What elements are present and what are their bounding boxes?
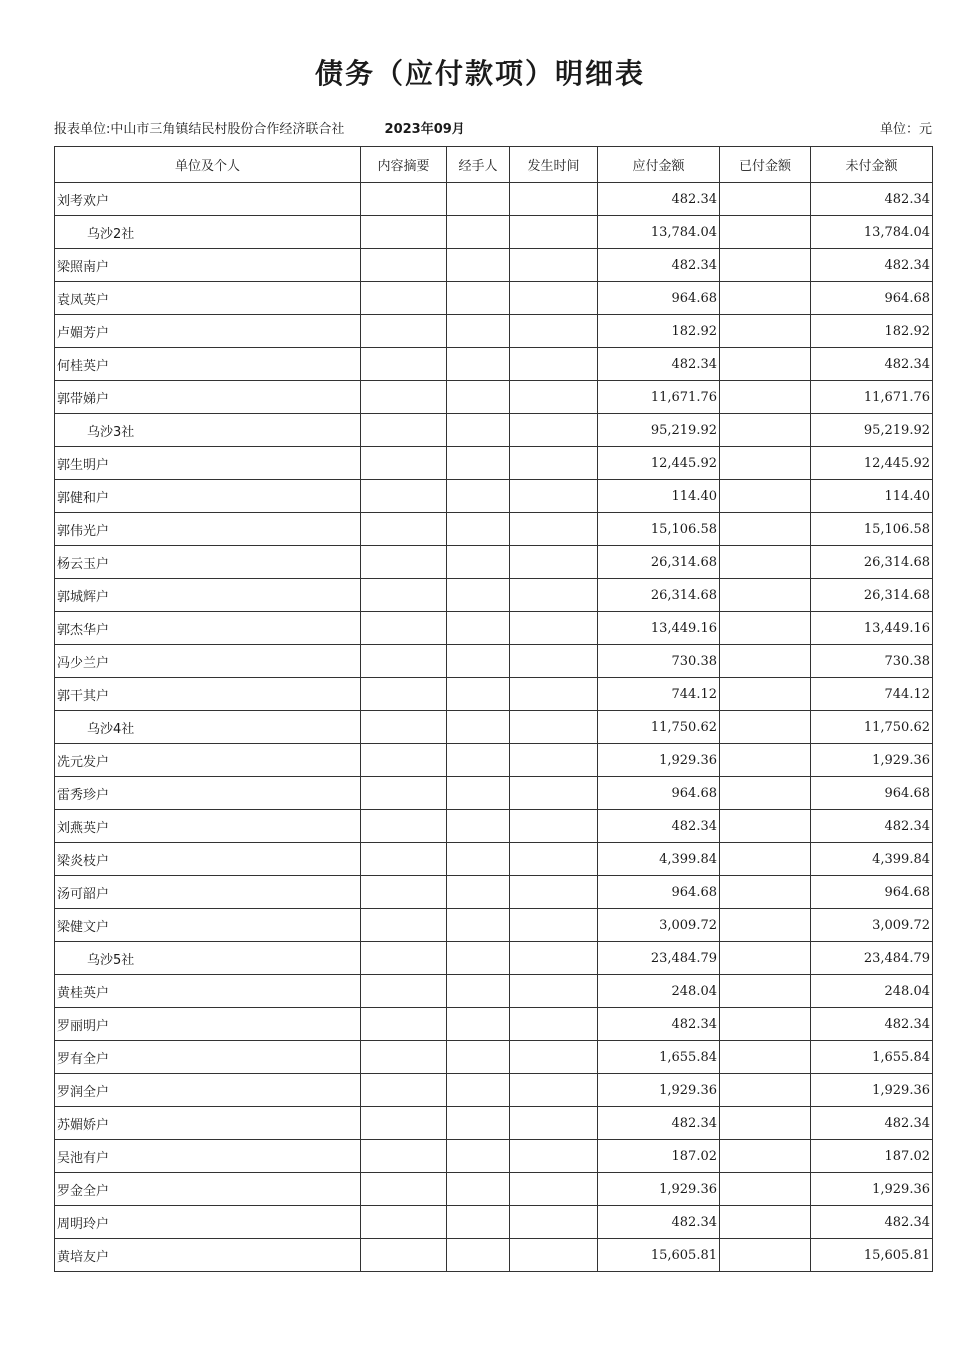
cell-summary [361, 1107, 447, 1140]
cell-amount-unpaid: 1,929.36 [811, 1173, 933, 1206]
cell-amount-due: 482.34 [598, 249, 720, 282]
cell-amount-due: 482.34 [598, 183, 720, 216]
cell-amount-due: 248.04 [598, 975, 720, 1008]
cell-name: 乌沙5社 [55, 942, 361, 975]
cell-date [510, 1074, 598, 1107]
cell-amount-unpaid: 482.34 [811, 183, 933, 216]
cell-amount-unpaid: 12,445.92 [811, 447, 933, 480]
cell-amount-due: 1,655.84 [598, 1041, 720, 1074]
cell-summary [361, 315, 447, 348]
cell-amount-paid [720, 942, 811, 975]
column-header: 已付金额 [720, 147, 811, 183]
cell-handler [447, 612, 510, 645]
cell-amount-due: 482.34 [598, 810, 720, 843]
cell-handler [447, 909, 510, 942]
cell-amount-unpaid: 730.38 [811, 645, 933, 678]
cell-date [510, 249, 598, 282]
cell-amount-due: 12,445.92 [598, 447, 720, 480]
cell-amount-paid [720, 711, 811, 744]
cell-amount-due: 3,009.72 [598, 909, 720, 942]
cell-amount-paid [720, 1041, 811, 1074]
cell-handler [447, 1107, 510, 1140]
cell-amount-unpaid: 1,929.36 [811, 744, 933, 777]
cell-amount-paid [720, 810, 811, 843]
cell-amount-due: 744.12 [598, 678, 720, 711]
column-header: 应付金额 [598, 147, 720, 183]
cell-handler [447, 810, 510, 843]
cell-amount-paid [720, 744, 811, 777]
cell-summary [361, 678, 447, 711]
cell-amount-paid [720, 1107, 811, 1140]
cell-handler [447, 975, 510, 1008]
cell-date [510, 744, 598, 777]
cell-amount-due: 964.68 [598, 876, 720, 909]
cell-amount-due: 182.92 [598, 315, 720, 348]
cell-handler [447, 843, 510, 876]
cell-amount-due: 13,784.04 [598, 216, 720, 249]
cell-amount-paid [720, 1173, 811, 1206]
cell-name: 梁照南户 [55, 249, 361, 282]
column-header: 内容摘要 [361, 147, 447, 183]
cell-amount-paid [720, 447, 811, 480]
cell-amount-due: 964.68 [598, 282, 720, 315]
cell-handler [447, 1206, 510, 1239]
cell-date [510, 546, 598, 579]
cell-amount-unpaid: 26,314.68 [811, 579, 933, 612]
cell-summary [361, 414, 447, 447]
cell-name: 袁凤英户 [55, 282, 361, 315]
cell-handler [447, 579, 510, 612]
table-header-row [55, 147, 933, 183]
cell-date [510, 183, 598, 216]
cell-summary [361, 447, 447, 480]
cell-date [510, 1041, 598, 1074]
table-row [55, 183, 933, 216]
cell-date [510, 975, 598, 1008]
column-header: 单位及个人 [55, 147, 361, 183]
cell-name: 雷秀珍户 [55, 777, 361, 810]
cell-handler [447, 1173, 510, 1206]
cell-amount-unpaid: 114.40 [811, 480, 933, 513]
cell-amount-paid [720, 414, 811, 447]
cell-amount-unpaid: 95,219.92 [811, 414, 933, 447]
cell-amount-due: 26,314.68 [598, 546, 720, 579]
cell-amount-paid [720, 1239, 811, 1272]
cell-name: 郭干其户 [55, 678, 361, 711]
table-row [55, 1008, 933, 1041]
cell-summary [361, 249, 447, 282]
table-row [55, 216, 933, 249]
cell-amount-due: 26,314.68 [598, 579, 720, 612]
payables-table [54, 146, 933, 1272]
cell-amount-due: 1,929.36 [598, 744, 720, 777]
cell-amount-due: 11,671.76 [598, 381, 720, 414]
cell-amount-unpaid: 1,929.36 [811, 1074, 933, 1107]
cell-handler [447, 414, 510, 447]
cell-name: 冼元发户 [55, 744, 361, 777]
cell-amount-unpaid: 3,009.72 [811, 909, 933, 942]
cell-summary [361, 183, 447, 216]
column-header: 未付金额 [811, 147, 933, 183]
cell-amount-unpaid: 26,314.68 [811, 546, 933, 579]
cell-amount-unpaid: 744.12 [811, 678, 933, 711]
cell-handler [447, 480, 510, 513]
cell-amount-paid [720, 1140, 811, 1173]
cell-summary [361, 348, 447, 381]
cell-amount-unpaid: 482.34 [811, 348, 933, 381]
cell-amount-unpaid: 482.34 [811, 810, 933, 843]
cell-summary [361, 777, 447, 810]
cell-amount-due: 23,484.79 [598, 942, 720, 975]
cell-amount-due: 15,106.58 [598, 513, 720, 546]
cell-summary [361, 1008, 447, 1041]
cell-amount-unpaid: 482.34 [811, 249, 933, 282]
cell-summary [361, 612, 447, 645]
cell-handler [447, 744, 510, 777]
cell-name: 苏媚娇户 [55, 1107, 361, 1140]
cell-date [510, 216, 598, 249]
cell-amount-unpaid: 482.34 [811, 1107, 933, 1140]
cell-summary [361, 975, 447, 1008]
cell-name: 卢媚芳户 [55, 315, 361, 348]
table-row [55, 1107, 933, 1140]
cell-name: 乌沙2社 [55, 216, 361, 249]
cell-handler [447, 942, 510, 975]
cell-name: 吴池有户 [55, 1140, 361, 1173]
cell-handler [447, 183, 510, 216]
reporting-unit: 报表单位:中山市三角镇结民村股份合作经济联合社 [54, 122, 345, 137]
cell-amount-paid [720, 645, 811, 678]
cell-name: 梁炎枝户 [55, 843, 361, 876]
cell-name: 冯少兰户 [55, 645, 361, 678]
cell-name: 乌沙3社 [55, 414, 361, 447]
cell-handler [447, 282, 510, 315]
table-row [55, 942, 933, 975]
cell-name: 汤可韶户 [55, 876, 361, 909]
cell-date [510, 315, 598, 348]
cell-date [510, 1140, 598, 1173]
cell-summary [361, 909, 447, 942]
table-row [55, 348, 933, 381]
cell-amount-paid [720, 249, 811, 282]
table-row [55, 579, 933, 612]
cell-amount-due: 482.34 [598, 1206, 720, 1239]
cell-amount-paid [720, 546, 811, 579]
cell-name: 罗丽明户 [55, 1008, 361, 1041]
cell-amount-unpaid: 11,671.76 [811, 381, 933, 414]
cell-handler [447, 645, 510, 678]
table-row [55, 711, 933, 744]
table-row [55, 744, 933, 777]
cell-amount-paid [720, 381, 811, 414]
cell-date [510, 282, 598, 315]
cell-handler [447, 1008, 510, 1041]
cell-amount-due: 4,399.84 [598, 843, 720, 876]
table-row [55, 909, 933, 942]
cell-summary [361, 1140, 447, 1173]
table-row [55, 876, 933, 909]
cell-date [510, 579, 598, 612]
cell-date [510, 1206, 598, 1239]
cell-amount-paid [720, 348, 811, 381]
cell-name: 郭健和户 [55, 480, 361, 513]
cell-date [510, 1107, 598, 1140]
cell-handler [447, 876, 510, 909]
cell-amount-due: 11,750.62 [598, 711, 720, 744]
cell-summary [361, 744, 447, 777]
cell-amount-paid [720, 777, 811, 810]
table-row [55, 975, 933, 1008]
cell-amount-paid [720, 678, 811, 711]
cell-amount-unpaid: 482.34 [811, 1008, 933, 1041]
table-row [55, 678, 933, 711]
cell-amount-due: 15,605.81 [598, 1239, 720, 1272]
cell-amount-unpaid: 964.68 [811, 876, 933, 909]
cell-name: 罗润全户 [55, 1074, 361, 1107]
cell-amount-paid [720, 216, 811, 249]
cell-summary [361, 546, 447, 579]
currency-unit: 单位：元 [879, 122, 932, 137]
table-row [55, 282, 933, 315]
cell-summary [361, 480, 447, 513]
cell-date [510, 612, 598, 645]
cell-handler [447, 447, 510, 480]
cell-summary [361, 381, 447, 414]
cell-date [510, 942, 598, 975]
cell-date [510, 711, 598, 744]
table-row [55, 315, 933, 348]
cell-summary [361, 513, 447, 546]
cell-amount-paid [720, 579, 811, 612]
cell-handler [447, 1074, 510, 1107]
cell-summary [361, 282, 447, 315]
cell-name: 郭生明户 [55, 447, 361, 480]
cell-amount-due: 13,449.16 [598, 612, 720, 645]
table-row [55, 612, 933, 645]
cell-handler [447, 348, 510, 381]
cell-amount-unpaid: 11,750.62 [811, 711, 933, 744]
cell-amount-due: 964.68 [598, 777, 720, 810]
cell-amount-paid [720, 315, 811, 348]
cell-date [510, 1173, 598, 1206]
table-row [55, 447, 933, 480]
cell-amount-unpaid: 23,484.79 [811, 942, 933, 975]
cell-handler [447, 249, 510, 282]
table-body [55, 183, 933, 1272]
cell-handler [447, 711, 510, 744]
cell-summary [361, 810, 447, 843]
cell-handler [447, 1140, 510, 1173]
table-row [55, 1239, 933, 1272]
cell-amount-paid [720, 1206, 811, 1239]
cell-amount-paid [720, 513, 811, 546]
cell-handler [447, 1041, 510, 1074]
cell-summary [361, 1206, 447, 1239]
cell-name: 周明玲户 [55, 1206, 361, 1239]
cell-summary [361, 1239, 447, 1272]
cell-amount-unpaid: 1,655.84 [811, 1041, 933, 1074]
table-row [55, 810, 933, 843]
cell-amount-due: 114.40 [598, 480, 720, 513]
table-row [55, 1041, 933, 1074]
cell-name: 刘考欢户 [55, 183, 361, 216]
report-period: 2023年09月 [384, 122, 465, 137]
cell-name: 罗有全户 [55, 1041, 361, 1074]
cell-name: 郭杰华户 [55, 612, 361, 645]
cell-summary [361, 711, 447, 744]
cell-amount-paid [720, 876, 811, 909]
cell-name: 郭伟光户 [55, 513, 361, 546]
cell-date [510, 843, 598, 876]
cell-date [510, 678, 598, 711]
cell-date [510, 1008, 598, 1041]
cell-handler [447, 1239, 510, 1272]
cell-summary [361, 942, 447, 975]
cell-handler [447, 777, 510, 810]
cell-amount-paid [720, 282, 811, 315]
cell-date [510, 876, 598, 909]
cell-amount-unpaid: 13,784.04 [811, 216, 933, 249]
cell-amount-paid [720, 843, 811, 876]
page-title: 债务（应付款项）明细表 [314, 57, 645, 90]
cell-name: 黄桂英户 [55, 975, 361, 1008]
cell-handler [447, 315, 510, 348]
cell-date [510, 777, 598, 810]
table-row [55, 1140, 933, 1173]
cell-amount-due: 1,929.36 [598, 1173, 720, 1206]
cell-amount-due: 482.34 [598, 1107, 720, 1140]
cell-amount-unpaid: 964.68 [811, 777, 933, 810]
cell-date [510, 381, 598, 414]
table-row [55, 777, 933, 810]
cell-amount-due: 187.02 [598, 1140, 720, 1173]
table-row [55, 480, 933, 513]
table-row [55, 1074, 933, 1107]
cell-name: 乌沙4社 [55, 711, 361, 744]
report-header [54, 118, 465, 137]
cell-summary [361, 876, 447, 909]
cell-amount-unpaid: 482.34 [811, 1206, 933, 1239]
table-row [55, 645, 933, 678]
table-row [55, 546, 933, 579]
cell-amount-paid [720, 183, 811, 216]
cell-name: 刘燕英户 [55, 810, 361, 843]
cell-amount-paid [720, 1008, 811, 1041]
cell-handler [447, 216, 510, 249]
cell-amount-due: 482.34 [598, 1008, 720, 1041]
cell-summary [361, 645, 447, 678]
cell-amount-due: 482.34 [598, 348, 720, 381]
cell-summary [361, 843, 447, 876]
cell-amount-paid [720, 480, 811, 513]
cell-summary [361, 216, 447, 249]
cell-date [510, 513, 598, 546]
cell-summary [361, 1074, 447, 1107]
cell-name: 郭带娣户 [55, 381, 361, 414]
table-row [55, 1206, 933, 1239]
cell-date [510, 447, 598, 480]
cell-amount-unpaid: 248.04 [811, 975, 933, 1008]
cell-date [510, 909, 598, 942]
cell-summary [361, 579, 447, 612]
cell-amount-unpaid: 13,449.16 [811, 612, 933, 645]
cell-amount-unpaid: 182.92 [811, 315, 933, 348]
cell-amount-paid [720, 1074, 811, 1107]
cell-name: 郭城辉户 [55, 579, 361, 612]
cell-amount-paid [720, 612, 811, 645]
cell-amount-unpaid: 15,605.81 [811, 1239, 933, 1272]
cell-amount-unpaid: 4,399.84 [811, 843, 933, 876]
cell-amount-paid [720, 975, 811, 1008]
cell-name: 黄培友户 [55, 1239, 361, 1272]
table-row [55, 381, 933, 414]
cell-name: 罗金全户 [55, 1173, 361, 1206]
cell-amount-due: 730.38 [598, 645, 720, 678]
cell-name: 何桂英户 [55, 348, 361, 381]
table-row [55, 513, 933, 546]
cell-amount-unpaid: 964.68 [811, 282, 933, 315]
cell-name: 杨云玉户 [55, 546, 361, 579]
cell-amount-due: 95,219.92 [598, 414, 720, 447]
cell-date [510, 480, 598, 513]
cell-date [510, 1239, 598, 1272]
cell-handler [447, 513, 510, 546]
cell-amount-unpaid: 15,106.58 [811, 513, 933, 546]
cell-date [510, 645, 598, 678]
cell-amount-unpaid: 187.02 [811, 1140, 933, 1173]
column-header: 经手人 [447, 147, 510, 183]
cell-handler [447, 678, 510, 711]
cell-summary [361, 1041, 447, 1074]
cell-handler [447, 381, 510, 414]
cell-amount-due: 1,929.36 [598, 1074, 720, 1107]
cell-amount-paid [720, 909, 811, 942]
cell-name: 梁健文户 [55, 909, 361, 942]
cell-date [510, 414, 598, 447]
table-row [55, 414, 933, 447]
table-row [55, 1173, 933, 1206]
cell-date [510, 810, 598, 843]
cell-date [510, 348, 598, 381]
table-row [55, 843, 933, 876]
cell-handler [447, 546, 510, 579]
table-row [55, 249, 933, 282]
column-header: 发生时间 [510, 147, 598, 183]
cell-summary [361, 1173, 447, 1206]
